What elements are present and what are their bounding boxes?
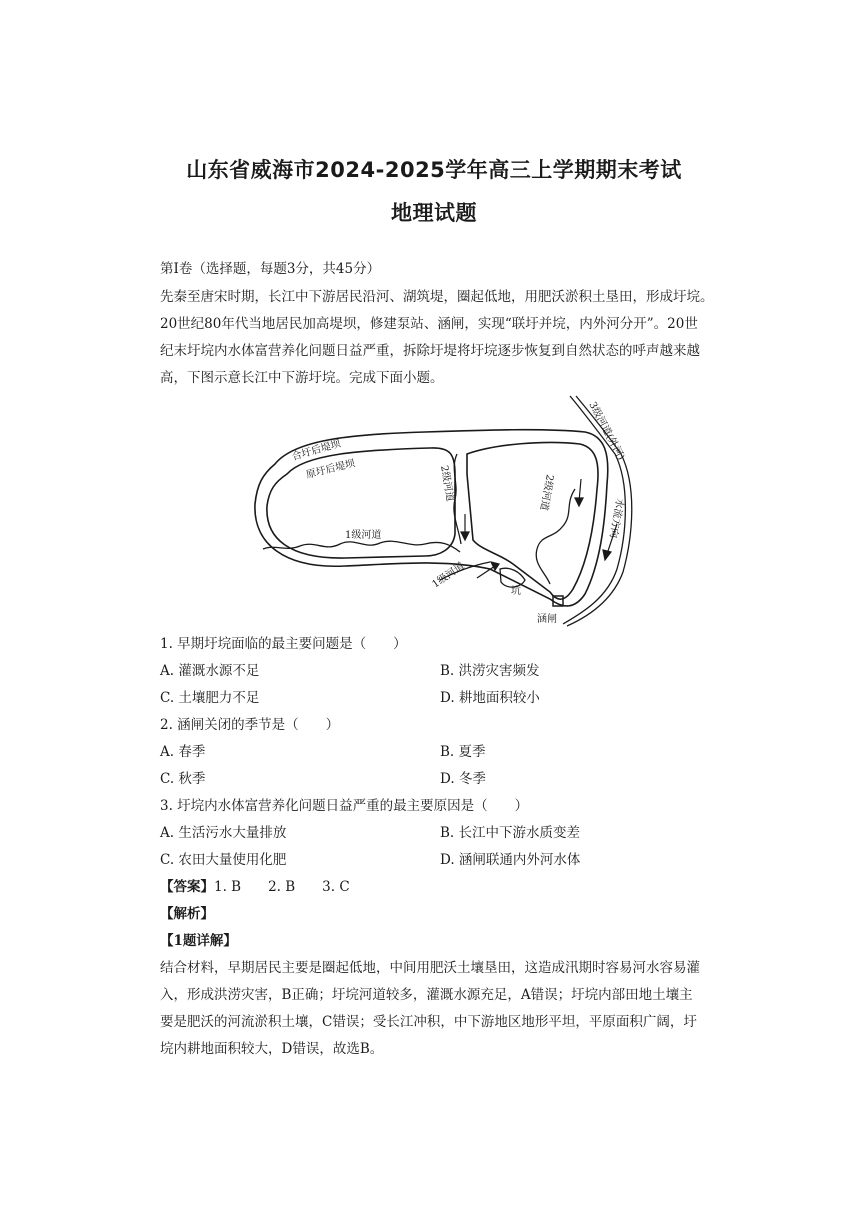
river-lvl1-line xyxy=(263,541,460,552)
question-3-option-a[interactable]: A. 生活污水大量排放 xyxy=(160,825,287,841)
polder-map-figure xyxy=(245,394,645,628)
analysis-line-2: 入，形成洪涝灾害，B正确；圩垸河道较多，灌溉水源充足，A错误；圩垸内部田地土壤主 xyxy=(160,987,693,1003)
question-2-option-d[interactable]: D. 冬季 xyxy=(440,771,486,787)
question-3-option-c[interactable]: C. 农田大量使用化肥 xyxy=(160,852,287,868)
document-title: 山东省威海市2024-2025学年高三上学期期末考试 xyxy=(186,158,682,182)
inner-dike-right xyxy=(467,442,598,599)
inner-dike-line xyxy=(267,448,455,558)
label-river-lvl1-b: 1级河道 xyxy=(430,560,467,591)
question-1-option-b[interactable]: B. 洪涝灾害频发 xyxy=(440,663,540,679)
label-outer-dike: 合圩后堤坝 xyxy=(290,438,342,463)
analysis-line-3: 要是肥沃的河流淤积土壤，C错误；受长江冲积，中下游地区地形平坦，平原面积广阔，圩 xyxy=(160,1014,697,1030)
label-river-lvl1: 1级河道 xyxy=(345,530,382,541)
answer-items: 1. B 2. B 3. C xyxy=(214,879,350,895)
label-river-lvl2-left: 2级河道 xyxy=(438,464,456,503)
question-2-stem: 2. 涵闸关闭的季节是（ ） xyxy=(160,717,340,733)
arrowhead-lvl2-left xyxy=(461,532,469,540)
question-2-option-c[interactable]: C. 秋季 xyxy=(160,771,206,787)
arrowhead-lvl1b xyxy=(491,562,499,570)
analysis-label: 【解析】 xyxy=(160,906,214,922)
question-3-option-d[interactable]: D. 涵闸联通内外河水体 xyxy=(440,852,581,868)
material-line-3: 纪末圩垸内水体富营养化问题日益严重，拆除圩堤将圩垸逐步恢复到自然状态的呼声越来越 xyxy=(160,343,700,359)
question-1-option-a[interactable]: A. 灌溉水源不足 xyxy=(160,663,260,679)
analysis-line-1: 结合材料，早期居民主要是圈起低地，中间用肥沃土壤垦田，这造成汛期时容易河水容易灌 xyxy=(160,960,700,976)
section-label: 第Ⅰ卷（选择题，每题3分，共45分） xyxy=(160,261,381,277)
question-1-option-d[interactable]: D. 耕地面积较小 xyxy=(440,690,540,706)
label-pit: 坑 xyxy=(511,586,521,597)
label-inner-dike: 原圩后堤坝 xyxy=(305,458,357,481)
label-river-lvl3: 3级河道(外河) xyxy=(586,400,627,463)
answer-label: 【答案】 xyxy=(160,879,214,895)
question-3-stem: 3. 圩垸内水体富营养化问题日益严重的最主要原因是（ ） xyxy=(160,798,529,814)
label-flow-direction: 水流方向 xyxy=(607,497,625,539)
question-1-stem: 1. 早期圩垸面临的最主要问题是（ ） xyxy=(160,636,407,652)
material-line-1: 先秦至唐宋时期，长江中下游居民沿河、湖筑堤，圈起低地，用肥沃淤积土垦田，形成圩垸。 xyxy=(160,289,714,305)
question-2-option-a[interactable]: A. 春季 xyxy=(160,744,206,760)
label-river-lvl2-right: 2级河道 xyxy=(537,473,555,512)
question-3-option-b[interactable]: B. 长江中下游水质变差 xyxy=(440,825,581,841)
question-2-option-b[interactable]: B. 夏季 xyxy=(440,744,486,760)
arrowhead-lvl2-right xyxy=(575,498,583,506)
analysis-sub-label: 【1题详解】 xyxy=(160,933,237,949)
question-1-option-c[interactable]: C. 土壤肥力不足 xyxy=(160,690,260,706)
material-line-2: 20世纪80年代当地居民加高堤坝，修建泵站、涵闸，实现“联圩并垸，内外河分开”。20世 xyxy=(160,316,698,332)
arrowhead-flow xyxy=(603,550,611,560)
document-subtitle: 地理试题 xyxy=(391,201,477,225)
analysis-line-4: 垸内耕地面积较大，D错误，故选B。 xyxy=(160,1041,384,1057)
answer-line xyxy=(160,874,720,901)
label-sluice: 涵闸 xyxy=(537,614,557,625)
material-line-4: 高，下图示意长江中下游圩垸。完成下面小题。 xyxy=(160,370,444,386)
